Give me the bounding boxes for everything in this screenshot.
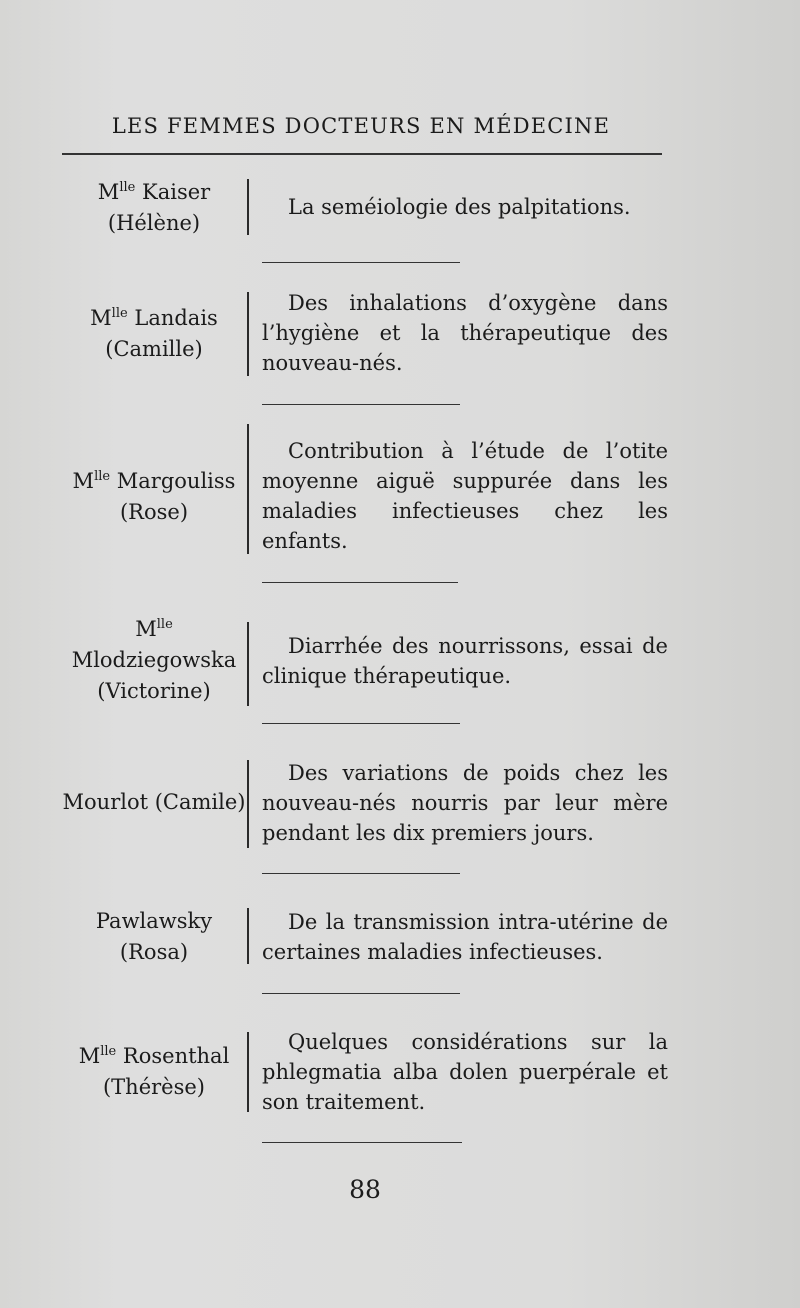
author-name xyxy=(62,906,246,968)
thesis-title: Quelques considérations sur la phlegmatia alba dolen puerpérale et son traitement. xyxy=(262,1030,668,1114)
thesis-title: Des variations de poids chez les nouveau-nés nourris par leur mère pendant les dix premiers jours. xyxy=(262,761,668,845)
entry-separator xyxy=(262,582,458,583)
title-prefix: M xyxy=(72,469,95,493)
column-divider xyxy=(247,424,249,554)
author-firstname: (Hélène) xyxy=(107,211,201,235)
title-prefix: M xyxy=(97,180,120,204)
column-divider xyxy=(247,179,249,235)
entry-separator xyxy=(262,873,460,874)
author-name xyxy=(62,177,246,239)
author-surname: Pawlawsky xyxy=(95,909,213,933)
author-surname: Mlodziegowska xyxy=(71,648,237,672)
author-firstname: (Thérèse) xyxy=(102,1075,206,1099)
column-divider xyxy=(247,760,249,848)
author-surname: Margouliss xyxy=(116,469,236,493)
title-superscript: lle xyxy=(94,469,111,484)
author-name xyxy=(62,787,246,818)
author-firstname: (Camille) xyxy=(105,337,203,361)
column-divider xyxy=(247,908,249,964)
thesis-title: Contribution à l’étude de l’otite moyenne aiguë suppurée dans les maladies infectieuses chez les enfants. xyxy=(262,439,668,553)
thesis-title: De la transmission intra-utérine de certaines maladies infectieuses. xyxy=(262,910,668,964)
running-header: LES FEMMES DOCTEURS EN MÉDECINE xyxy=(111,114,611,138)
entry-separator xyxy=(262,262,460,263)
author-name xyxy=(62,466,246,528)
author-firstname: (Rosa) xyxy=(119,940,189,964)
entry-separator xyxy=(262,404,460,405)
title-prefix: M xyxy=(78,1044,101,1068)
entry-separator xyxy=(262,993,460,994)
thesis-title: Des inhalations d’oxygène dans l’hygiène et la thérapeutique des nouveau-nés. xyxy=(262,291,668,375)
author-firstname: (Victorine) xyxy=(97,679,211,703)
title-superscript: lle xyxy=(100,1044,117,1059)
author-firstname: (Rose) xyxy=(119,500,189,524)
author-surname: Kaiser xyxy=(142,180,211,204)
author-surname: Rosenthal xyxy=(122,1044,230,1068)
author-surname: Mourlot (Camile) xyxy=(62,790,246,814)
header-rule xyxy=(62,153,662,155)
author-surname: Landais xyxy=(134,306,218,330)
page-number: 88 xyxy=(349,1175,381,1204)
title-superscript: lle xyxy=(156,617,173,632)
title-prefix: M xyxy=(135,617,157,641)
thesis-title: Diarrhée des nourrissons, essai de clinique thérapeutique. xyxy=(262,634,668,688)
column-divider xyxy=(247,292,249,376)
author-name xyxy=(62,1041,246,1103)
entry-separator xyxy=(262,723,460,724)
entry-separator xyxy=(262,1142,462,1143)
title-superscript: lle xyxy=(119,180,136,195)
thesis-title: La seméiologie des palpitations. xyxy=(288,195,631,219)
column-divider xyxy=(247,1032,249,1112)
author-name xyxy=(62,614,246,707)
author-name xyxy=(62,303,246,365)
title-superscript: lle xyxy=(111,306,128,321)
title-prefix: M xyxy=(90,306,112,330)
column-divider xyxy=(247,622,249,706)
